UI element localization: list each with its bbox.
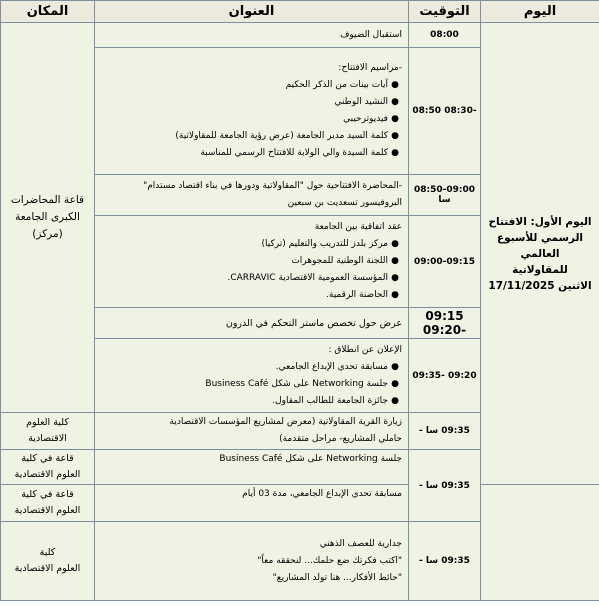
time-cell: 09:35 سا - — [409, 413, 481, 450]
list-item — [101, 393, 399, 410]
bullet-icon: ● — [391, 256, 399, 266]
list-item — [101, 94, 399, 111]
place-line: قاعة في كلية — [21, 489, 74, 500]
header-place: المكان — [1, 1, 95, 23]
title-cell — [95, 339, 409, 413]
time-cell: 08:00 — [409, 23, 481, 48]
title-cell — [95, 522, 409, 601]
bullet-icon: ● — [391, 395, 399, 406]
place-cell — [1, 522, 95, 601]
time-cell: 09:20 -09:35 — [409, 339, 481, 413]
list-item — [101, 236, 399, 253]
list-item — [101, 111, 399, 128]
time-cell: 09:15 -09:20 — [409, 308, 481, 339]
list-item — [101, 77, 399, 94]
place-cell-main — [1, 23, 95, 413]
title-line: زيارة القرية المقاولاتية (معرض لمشاريع المؤسسات الاقتصادية — [169, 417, 402, 427]
title-cell — [95, 48, 409, 175]
title-cell — [95, 413, 409, 450]
list-item-text: فيديوترحيبي — [343, 114, 388, 124]
list-item — [101, 376, 399, 393]
table-row — [1, 23, 599, 48]
list-item — [101, 253, 399, 270]
place-line: (مركز) — [32, 228, 63, 240]
bullet-icon: ● — [391, 148, 399, 158]
item-list — [101, 359, 402, 410]
table-row — [1, 485, 599, 522]
list-item — [101, 359, 399, 376]
day-line: للمقاولاتية — [512, 263, 568, 276]
place-cell — [1, 485, 95, 522]
title-cell: عرض حول تخصص ماستر التحكم في الدرون — [95, 308, 409, 339]
bullet-icon: ● — [391, 80, 399, 90]
bullet-icon: ● — [391, 97, 399, 107]
title-cell: استقبال الضيوف — [95, 23, 409, 48]
list-item-text: كلمة السيدة والي الولاية للافتتاح الرسمي للمناسبة — [200, 148, 388, 158]
list-item-text: الحاضنة الرقمية. — [326, 290, 388, 300]
place-line: كلية العلوم — [26, 417, 69, 428]
day-date: الاثنين 17/11/2025 — [488, 279, 592, 292]
place-cell — [1, 413, 95, 450]
list-item-text: جائزة الجامعة للطالب المقاول. — [272, 395, 388, 406]
title-line: "اكتب فكرتك ضع حلمك... لنحققه معاً" — [257, 555, 402, 566]
time-cell: 09:35 سا - — [409, 522, 481, 601]
title-cell: مسابقة تحدي الإبداع الجامعي، مدة 03 أيام — [95, 485, 409, 522]
header-title: العنوان — [95, 1, 409, 23]
list-item-text: كلمة السيد مدير الجامعة (عرض رؤية الجامعة للمقاولاتية) — [175, 131, 388, 141]
bullet-icon: ● — [391, 273, 399, 283]
title-line: البروفيسور تسعديت بن سبعين — [287, 198, 402, 208]
place-line: الاقتصادية — [28, 433, 67, 444]
bullet-icon: ● — [391, 361, 399, 372]
title-line: حاملي المشاريع- مراحل متقدمة) — [279, 434, 402, 444]
bullet-icon: ● — [391, 131, 399, 141]
title-cell — [95, 216, 409, 308]
title-line: -المحاضرة الافتتاحية حول "المقاولاتية ودورها في بناء اقتصاد مستدام" — [143, 181, 402, 191]
bullet-icon: ● — [391, 290, 399, 300]
title-heading: عقد اتفاقية بين الجامعة — [314, 222, 402, 232]
header-day: اليوم — [481, 1, 599, 23]
bullet-icon: ● — [391, 378, 399, 389]
list-item-text: المؤسسة العمومية الاقتصادية CARRAVIC. — [227, 273, 388, 283]
list-item-text: اللجنة الوطنية للمجوهرات — [291, 256, 388, 266]
item-list — [101, 236, 402, 304]
title-heading: -مراسيم الافتتاح: — [338, 63, 402, 73]
place-line: الكبرى الجامعة — [15, 211, 80, 223]
item-list — [101, 77, 402, 162]
day-cell-empty — [481, 485, 599, 601]
list-item-text: مسابقة تحدي الإبداع الجامعي. — [275, 361, 388, 372]
bullet-icon: ● — [391, 239, 399, 249]
place-line: العلوم الاقتصادية — [14, 563, 81, 574]
header-row — [1, 1, 599, 23]
list-item-text: آيات بينات من الذكر الحكيم — [285, 80, 388, 90]
list-item — [101, 287, 399, 304]
title-heading: الإعلان عن انطلاق : — [328, 344, 402, 355]
place-line: العلوم الاقتصادية — [14, 505, 81, 516]
list-item-text: النشيد الوطني — [334, 97, 388, 107]
place-line: قاعة في كلية — [21, 453, 74, 464]
title-cell: جلسة Networking على شكل Business Café — [95, 450, 409, 485]
day-line: اليوم الأول: الافتتاح — [488, 215, 592, 228]
list-item-text: مركز بلدز للتدريب والتعليم (تركيا) — [261, 239, 388, 249]
header-time: التوقيت — [409, 1, 481, 23]
day-line: الرسمي للأسبوع العالمي — [497, 231, 583, 260]
title-line: جدارية للعصف الذهني — [319, 538, 402, 549]
time-cell: 08:50-09:00 سا — [409, 175, 481, 216]
list-item-text: جلسة Networking على شكل Business Café — [205, 378, 388, 389]
time-cell: 09:00-09:15 — [409, 216, 481, 308]
place-line: قاعة المحاضرات — [10, 194, 85, 206]
place-line: العلوم الاقتصادية — [14, 469, 81, 480]
day-cell — [481, 23, 599, 485]
place-cell — [1, 450, 95, 485]
list-item — [101, 145, 399, 162]
time-cell: 09:35 سا - — [409, 450, 481, 522]
title-cell — [95, 175, 409, 216]
list-item — [101, 128, 399, 145]
list-item — [101, 270, 399, 287]
bullet-icon: ● — [391, 114, 399, 124]
place-line: كلية — [39, 547, 56, 558]
time-cell: -08:30 08:50 — [409, 48, 481, 175]
title-line: "حائط الأفكار... هنا تولد المشاريع" — [272, 572, 402, 583]
